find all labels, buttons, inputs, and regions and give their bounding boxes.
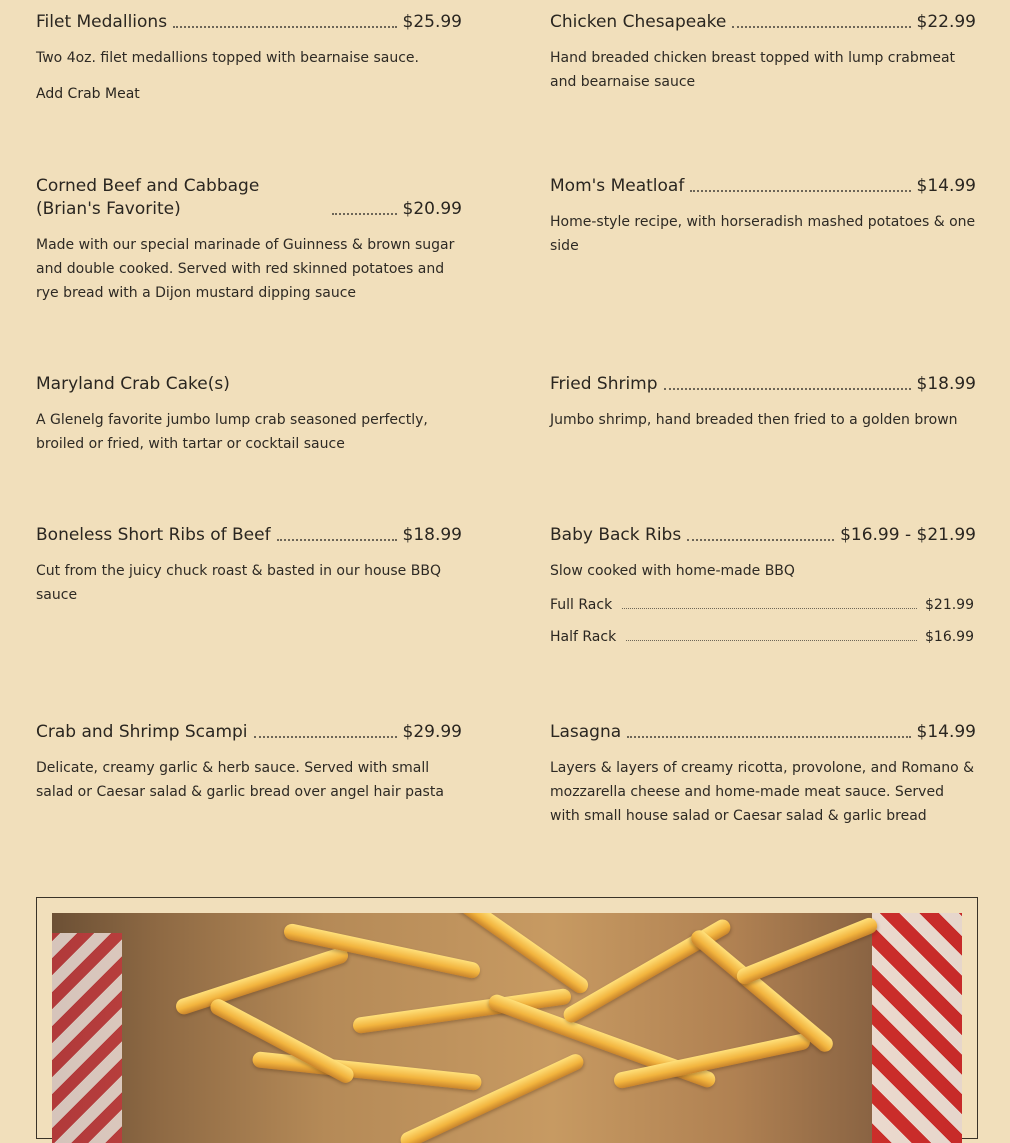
item-price: $20.99	[402, 199, 462, 219]
item-price: $16.99 - $21.99	[840, 525, 976, 545]
menu-item-chicken-chesapeake	[550, 11, 976, 94]
menu-item-corned-beef	[36, 175, 462, 305]
option-label: Full Rack	[550, 597, 613, 613]
option-price: $16.99	[925, 629, 974, 645]
item-name: Fried Shrimp	[550, 374, 658, 394]
item-price: $14.99	[916, 176, 976, 196]
item-name: Corned Beef and Cabbage (Brian's Favorite)	[36, 176, 260, 219]
dot-leader	[622, 608, 917, 609]
tablecloth-left	[52, 933, 122, 1143]
option-price: $21.99	[925, 597, 974, 613]
item-name: Baby Back Ribs	[550, 525, 682, 545]
menu-item-meatloaf	[550, 175, 976, 258]
fry	[734, 915, 879, 986]
item-price: $14.99	[916, 722, 976, 742]
fry	[174, 946, 350, 1017]
fry	[561, 917, 734, 1026]
item-description: Jumbo shrimp, hand breaded then fried to a golden brown	[550, 412, 958, 428]
item-description: Layers & layers of creamy ricotta, provolone, and Romano & mozzarella cheese and home-made meat sauce. Served with small house salad or Caesar salad & garlic bread	[550, 760, 975, 824]
item-price: $18.99	[402, 525, 462, 545]
fry	[398, 1051, 586, 1143]
dot-leader	[690, 190, 910, 192]
dot-leader	[664, 388, 911, 390]
fry	[208, 996, 357, 1085]
item-name: Lasagna	[550, 722, 622, 742]
item-price: $22.99	[916, 12, 976, 32]
dot-leader	[732, 26, 910, 28]
menu-item-crab-shrimp-scampi	[36, 721, 462, 804]
dot-leader	[626, 640, 917, 641]
fry	[252, 1051, 482, 1091]
menu-item-crab-cakes	[36, 373, 462, 456]
dot-leader	[332, 213, 397, 215]
dot-leader	[277, 539, 397, 541]
option-label: Half Rack	[550, 629, 617, 645]
item-description: Delicate, creamy garlic & herb sauce. Served with small salad or Caesar salad & garlic bread over angel hair pasta	[36, 760, 444, 800]
item-price: $29.99	[402, 722, 462, 742]
menu-item-baby-back-ribs	[550, 524, 976, 647]
item-name: Chicken Chesapeake	[550, 12, 727, 32]
item-name: Boneless Short Ribs of Beef	[36, 525, 271, 545]
item-description: Hand breaded chicken breast topped with lump crabmeat and bearnaise sauce	[550, 50, 956, 90]
dot-leader	[627, 736, 910, 738]
item-price: $25.99	[402, 12, 462, 32]
menu-item-filet-medallions	[36, 11, 462, 104]
item-description: Two 4oz. filet medallions topped with bearnaise sauce.	[36, 50, 419, 66]
item-price: $18.99	[916, 374, 976, 394]
dot-leader	[173, 26, 396, 28]
dot-leader	[687, 539, 834, 541]
item-addon: Add Crab Meat	[36, 86, 140, 102]
item-description: Home-style recipe, with horseradish mashed potatoes & one side	[550, 214, 976, 254]
option-half-rack	[550, 627, 976, 647]
item-description: Slow cooked with home-made BBQ	[550, 563, 795, 579]
item-name: Maryland Crab Cake(s)	[36, 374, 230, 394]
item-name: Filet Medallions	[36, 12, 168, 32]
option-full-rack	[550, 595, 976, 615]
item-name: Crab and Shrimp Scampi	[36, 722, 248, 742]
dot-leader	[254, 736, 397, 738]
menu-item-short-ribs	[36, 524, 462, 607]
item-description: A Glenelg favorite jumbo lump crab seasoned perfectly, broiled or fried, with tartar or cocktail sauce	[36, 412, 428, 452]
item-name: Mom's Meatloaf	[550, 176, 685, 196]
item-description: Made with our special marinade of Guinness & brown sugar and double cooked. Served with red skinned potatoes and rye bread with a Dijon mustard dipping sauce	[36, 237, 455, 301]
menu-item-fried-shrimp	[550, 373, 976, 432]
fry	[443, 913, 591, 996]
photo-frame	[36, 897, 978, 1139]
item-description: Cut from the juicy chuck roast & basted in our house BBQ sauce	[36, 563, 441, 603]
menu-item-lasagna	[550, 721, 976, 828]
